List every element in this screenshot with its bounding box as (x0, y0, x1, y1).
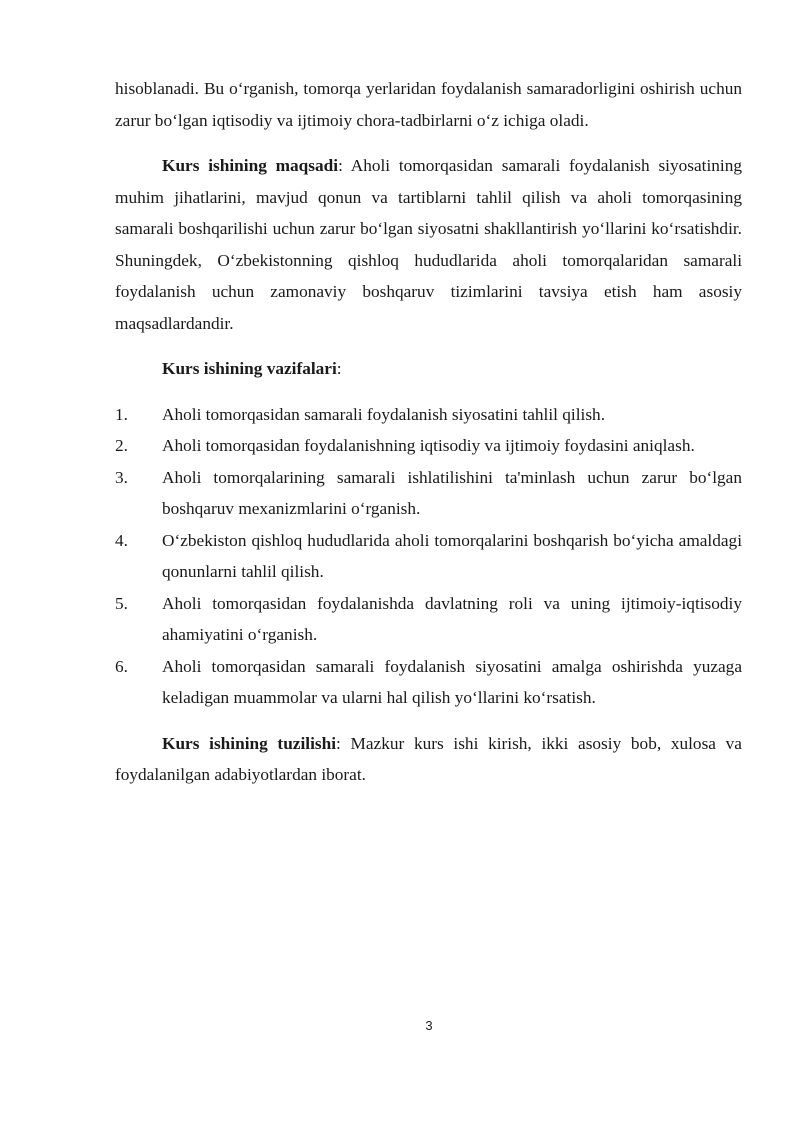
intro-paragraph (115, 73, 742, 136)
list-item (115, 651, 742, 714)
list-item (115, 399, 742, 431)
list-item-number: 3. (115, 467, 128, 487)
list-item (115, 525, 742, 588)
tasks-heading-line (115, 353, 742, 385)
page-number: 3 (425, 1018, 433, 1033)
list-item (115, 430, 742, 462)
tasks-list (115, 399, 742, 714)
structure-text: Mazkur kurs ishi kirish, ikki asosiy bob, xulosa va foydalanilgan adabiyotlardan iborat. (115, 733, 742, 784)
list-item-number: 4. (115, 530, 128, 550)
list-item-text: Aholi tomorqalarining samarali ishlatilishini ta'minlash uchun zarur bo‘lgan boshqaruv mexanizmlarini o‘rganish. (162, 467, 742, 518)
intro-text: hisoblanadi. Bu o‘rganish, tomorqa yerlaridan foydalanish samaradorligini oshirish uchun zarur bo‘lgan iqtisodiy va ijtimoiy chora-tadbirlarni o‘z ichiga oladi. (115, 79, 742, 130)
list-item (115, 588, 742, 651)
structure-colon: : (336, 733, 341, 753)
list-item (115, 462, 742, 525)
list-item-number: 6. (115, 656, 128, 676)
list-item-number: 1. (115, 404, 128, 424)
list-item-number: 5. (115, 593, 128, 613)
list-item-text: Aholi tomorqasidan foydalanishning iqtisodiy va ijtimoiy foydasini aniqlash. (162, 436, 695, 455)
goal-text: Aholi tomorqasidan samarali foydalanish siyosatining muhim jihatlarini, mavjud qonun va tartiblarni tahlil qilish va aholi tomorqasining samarali boshqarilishi uchun zarur bo‘lgan siyosatni shakllantirish yo‘llarini ko‘rsatishdir. Shuningdek, O‘zbekistonning qishloq hududlarida aholi tomorqalaridan samarali foydalanish uchun zamonaviy boshqaruv tizimlarini tavsiya etish ham asosiy maqsadlardandir. (115, 156, 742, 333)
goal-colon: : (338, 156, 343, 175)
document-body (115, 73, 742, 791)
goal-heading: Kurs ishining maqsadi (162, 156, 339, 175)
tasks-colon: : (336, 359, 342, 378)
list-item-text: O‘zbekiston qishloq hududlarida aholi tomorqalarini boshqarish bo‘yicha amaldagi qonunlarni tahlil qilish. (162, 530, 742, 581)
list-item-text: Aholi tomorqasidan samarali foydalanish siyosatini tahlil qilish. (162, 404, 606, 424)
list-item-text: Aholi tomorqasidan samarali foydalanish siyosatini amalga oshirishda yuzaga keladigan muammolar va ularni hal qilish yo‘llarini ko‘rsatish. (162, 656, 742, 707)
structure-paragraph (115, 728, 742, 791)
goal-paragraph (115, 150, 742, 339)
list-item-text: Aholi tomorqasidan foydalanishda davlatning roli va uning ijtimoiy-iqtisodiy ahamiyatini o‘rganish. (162, 593, 742, 644)
structure-heading: Kurs ishining tuzilishi (162, 733, 337, 753)
list-item-number: 2. (115, 436, 128, 455)
tasks-heading: Kurs ishining vazifalari (162, 359, 337, 378)
